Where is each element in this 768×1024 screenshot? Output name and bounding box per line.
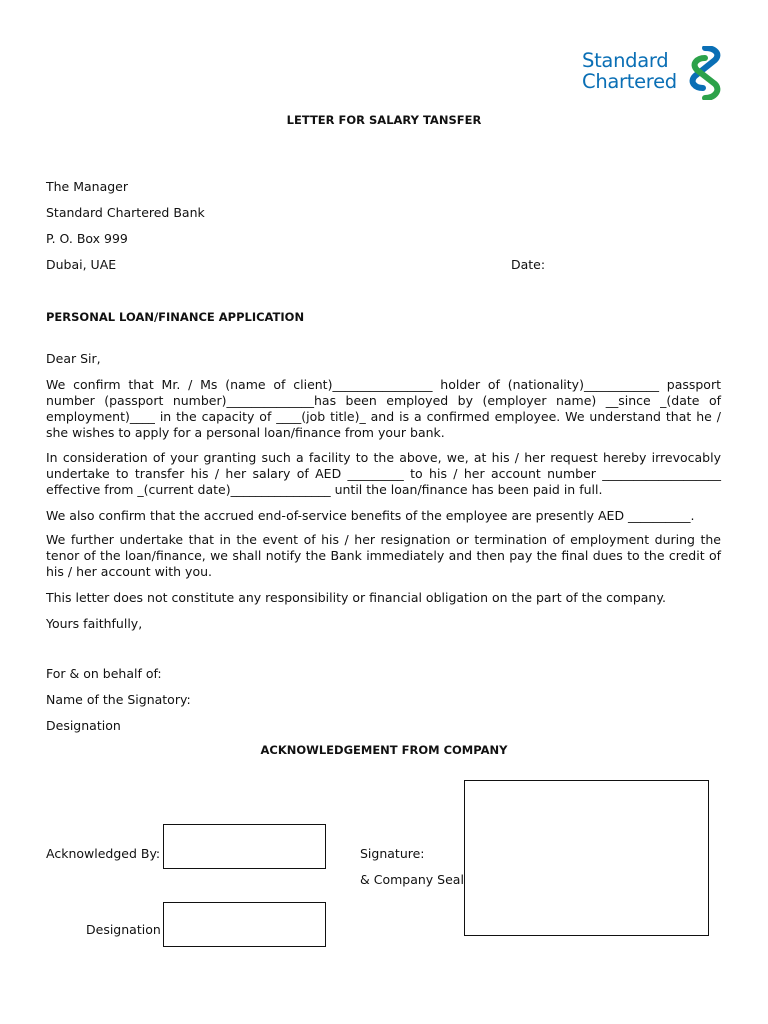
date-label: Date:: [511, 257, 546, 272]
ack-designation-label: Designation: [86, 922, 161, 937]
paragraph-disclaimer: This letter does not constitute any responsibility or financial obligation on the part of the company.: [46, 590, 666, 605]
designation-box[interactable]: [163, 902, 326, 947]
signature-seal-box[interactable]: [464, 780, 709, 936]
address-line-pobox: P. O. Box 999: [46, 231, 128, 246]
closing: Yours faithfully,: [46, 616, 143, 631]
address-line-manager: The Manager: [46, 179, 129, 194]
logo-line-1: Standard: [582, 49, 669, 72]
subject-heading: PERSONAL LOAN/FINANCE APPLICATION: [46, 310, 305, 324]
on-behalf-label: For & on behalf of:: [46, 666, 162, 681]
paragraph-confirmation: We confirm that Mr. / Ms (name of client)________________ holder of (nationality)____________ passport number (passport number)______________has been employed by (employer name) __since _(date of employment)____ in the capacity of ____(job title)_ and is a confirmed employee. We understand that he / she wishes to apply for a personal loan/finance from your bank.: [46, 377, 721, 440]
standard-chartered-logo: [582, 46, 727, 101]
paragraph-undertaking: In consideration of your granting such a facility to the above, we, at his / her request hereby irrevocably undertake to transfer his / her salary of AED _________ to his / her account number ___________________ effective from _(current date)________________ until the loan/finance has been paid in full.: [46, 450, 721, 497]
signatory-name-label: Name of the Signatory:: [46, 692, 191, 707]
logo-wordmark: [582, 50, 677, 92]
signature-label: Signature:: [360, 846, 425, 861]
paragraph-benefits: We also confirm that the accrued end-of-service benefits of the employee are presently AED __________.: [46, 508, 695, 523]
acknowledgement-heading: ACKNOWLEDGEMENT FROM COMPANY: [260, 743, 508, 757]
acknowledged-by-label: Acknowledged By:: [46, 846, 161, 861]
acknowledged-by-box[interactable]: [163, 824, 326, 869]
company-seal-label: & Company Seal: [360, 872, 464, 887]
address-line-city: Dubai, UAE: [46, 257, 117, 272]
designation-label: Designation: [46, 718, 121, 733]
logo-line-2: Chartered: [582, 70, 677, 93]
logo-mark-icon: [685, 46, 725, 100]
letter-title: LETTER FOR SALARY TANSFER: [286, 113, 482, 127]
paragraph-resignation: We further undertake that in the event of his / her resignation or termination of employment during the tenor of the loan/finance, we shall notify the Bank immediately and then pay the final dues to the credit of his / her account with you.: [46, 532, 721, 579]
salutation: Dear Sir,: [46, 351, 101, 366]
address-line-bank: Standard Chartered Bank: [46, 205, 205, 220]
